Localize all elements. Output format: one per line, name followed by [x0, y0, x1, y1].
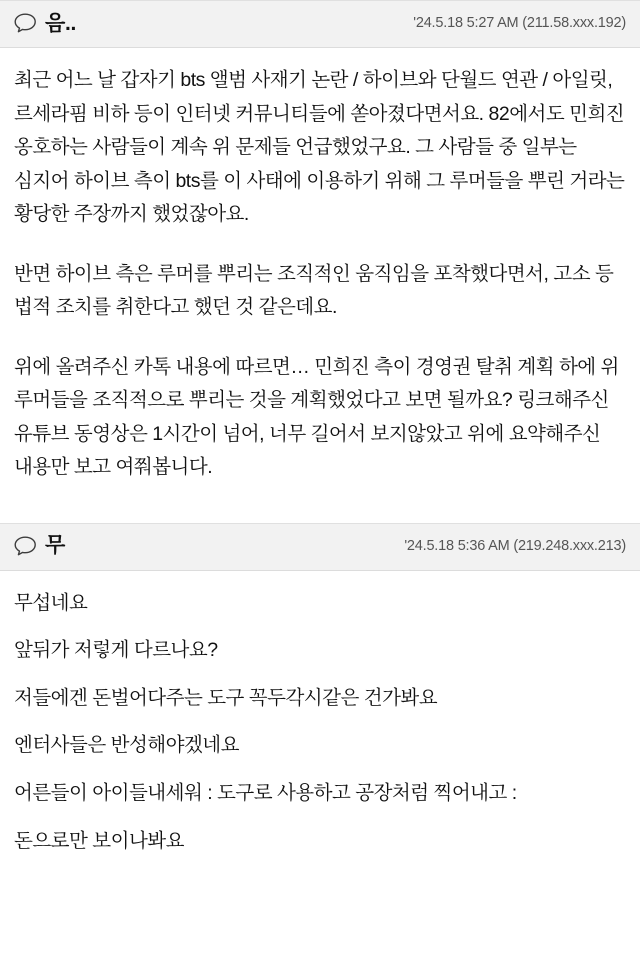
comment-separator-space: [0, 495, 640, 523]
comment-paragraph: 어른들이 아이들내세워 : 도구로 사용하고 공장처럼 찍어내고 :: [14, 781, 517, 804]
comment-header: [0, 0, 640, 48]
page-bottom-space: [0, 882, 640, 908]
speech-bubble-icon: [14, 13, 37, 33]
comment-meta: '24.5.18 5:27 AM (211.58.xxx.192): [413, 15, 626, 31]
speech-bubble-icon: [14, 536, 37, 556]
comment-paragraph: 저들에겐 돈벌어다주는 도구 꼭두각시같은 건가봐요: [14, 686, 438, 709]
comment-paragraph: 무섭네요: [14, 591, 88, 614]
author-block: [14, 535, 65, 556]
comment-body: [0, 48, 640, 495]
comment-paragraph: 앞뒤가 저렇게 다르나요?: [14, 639, 218, 662]
comment-header: [0, 523, 640, 571]
comment-paragraph: 최근 어느 날 갑자기 bts 앨범 사재기 논란 / 하이브와 단월드 연관 / 아일릿, 르세라핌 비하 등이 인터넷 커뮤니티들에 쏟아졌다면서요. 82에서도 민희진 옹호하는 사람들이 계속 위 문제들 언급했었구요. 그 사람들 중 일부는 심지어 하이브 측이 bts를 이 사태에 이용하기 위해 그 루머들을 뿌린 거라는 황당한 주장까지 했었잖아요.: [14, 69, 625, 226]
author-block: [14, 13, 76, 34]
comment-paragraph: 위에 올려주신 카톡 내용에 따르면… 민희진 측이 경영권 탈취 계획 하에 위 루머들을 조직적으로 뿌리는 것을 계획했었다고 보면 될까요? 링크해주신 유튜브 동영상은 1시간이 넘어, 너무 길어서 보지않았고 위에 요약해주신 내용만 보고 여쭤봅니다.: [14, 355, 619, 479]
comment-author: 음..: [45, 11, 77, 35]
comment-paragraph: 엔터사들은 반성해야겠네요: [14, 734, 239, 757]
comment-meta: '24.5.18 5:36 AM (219.248.xxx.213): [404, 537, 626, 554]
comment-paragraph: 반면 하이브 측은 루머를 뿌리는 조직적인 움직임을 포착했다면서, 고소 등 법적 조치를 취한다고 했던 것 같은데요.: [14, 262, 614, 319]
comment-paragraph: 돈으로만 보이나봐요: [14, 829, 184, 852]
comment-body: [0, 571, 640, 882]
comment-author: 무: [45, 534, 65, 558]
